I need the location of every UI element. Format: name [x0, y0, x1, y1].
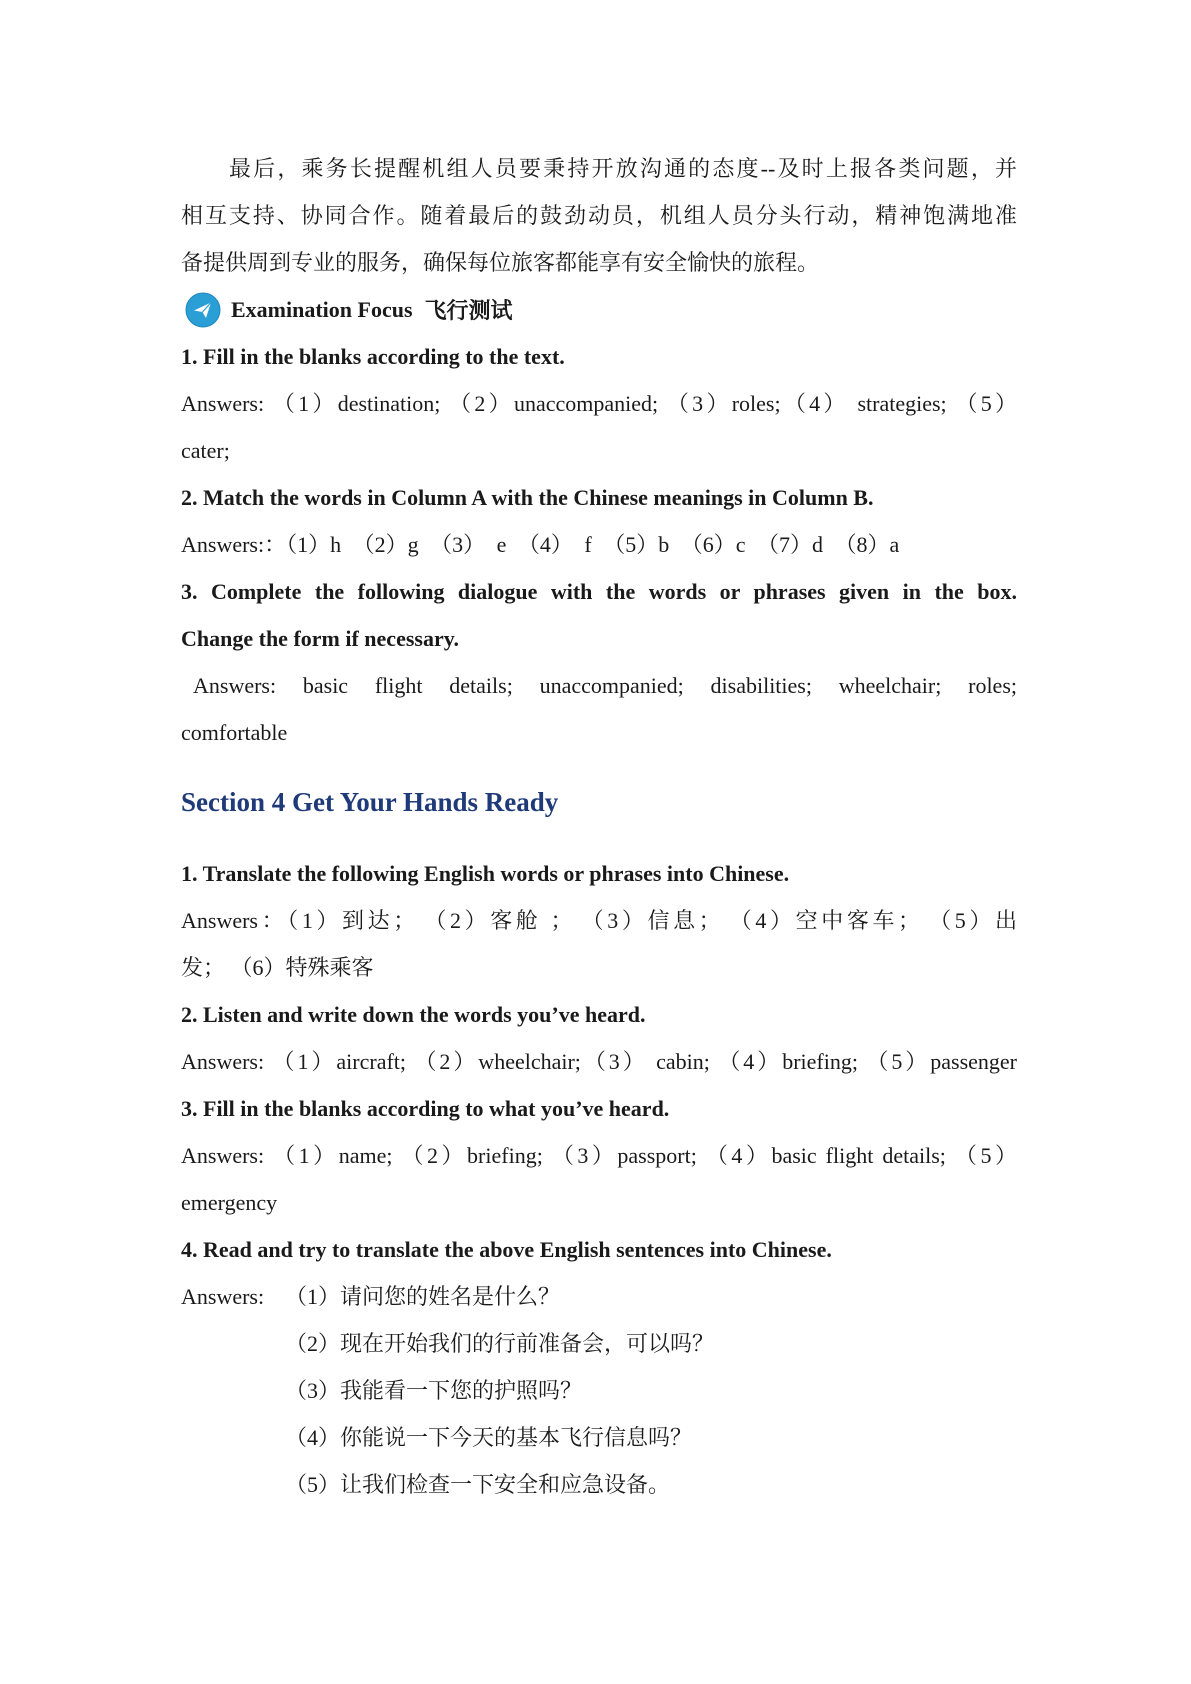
- examination-focus-label: Examination Focus: [231, 296, 413, 322]
- exam-answer-3-line-1: Answers: basic flight details; unaccompanied; disabilities; wheelchair; roles;: [193, 673, 1017, 698]
- intro-paragraph-line-2: 相互支持、协同合作。随着最后的鼓劲动员，机组人员分头行动，精神饱满地准: [181, 203, 1017, 228]
- document-page: [181, 145, 1017, 1508]
- exam-question-2: 2. Match the words in Column A with the Chinese meanings in Column B.: [181, 485, 874, 510]
- section4-answer-2: Answers: （1）aircraft; （2）wheelchair;（3） cabin; （4）briefing; （5）passenger: [181, 1049, 1017, 1074]
- exam-answer-1-line-1: Answers: （1）destination; （2）unaccompanied; （3）roles;（4） strategies; （5）: [181, 391, 1017, 416]
- section4-answer-3-line-1: Answers: （1）name; （2）briefing; （3）passport; （4）basic flight details; （5）: [181, 1143, 1017, 1168]
- intro-paragraph-line-1: 最后，乘务长提醒机组人员要秉持开放沟通的态度--及时上报各类问题，并: [229, 156, 1017, 181]
- paper-plane-icon: [185, 292, 221, 328]
- exam-answer-1-line-2: cater;: [181, 438, 230, 463]
- section4-question-3: 3. Fill in the blanks according to what you’ve heard.: [181, 1096, 670, 1121]
- section4-answer-4-item: （5）让我们检查一下安全和应急设备。: [285, 1472, 671, 1497]
- section-4-title: Section 4 Get Your Hands Ready: [181, 787, 559, 817]
- section4-question-4: 4. Read and try to translate the above English sentences into Chinese.: [181, 1237, 832, 1262]
- examination-focus-heading: [181, 286, 1017, 333]
- section4-answer-3-line-2: emergency: [181, 1190, 278, 1215]
- section4-answer-4-row-1: [181, 1273, 1017, 1320]
- exam-question-3-line-1: 3. Complete the following dialogue with the words or phrases given in the box.: [181, 579, 1017, 604]
- section4-answer-1-line-1: Answers：（1）到达； （2）客舱 ； （3）信息； （4）空中客车； （5）出: [181, 908, 1017, 933]
- exam-question-1: 1. Fill in the blanks according to the text.: [181, 344, 565, 369]
- section4-answer-1-line-2: 发； （6）特殊乘客: [181, 955, 374, 980]
- section4-answer-4-label: Answers:: [181, 1284, 265, 1309]
- examination-focus-label-cn: 飞行测试: [424, 298, 513, 323]
- section4-question-1: 1. Translate the following English words or phrases into Chinese.: [181, 861, 790, 886]
- exam-answer-3-line-2: comfortable: [181, 720, 288, 745]
- section4-answer-4-item: （3）我能看一下您的护照吗？: [285, 1378, 583, 1403]
- section4-question-2: 2. Listen and write down the words you’ve heard.: [181, 1002, 646, 1027]
- section4-answer-4-item: （4）你能说一下今天的基本飞行信息吗？: [285, 1425, 693, 1450]
- exam-answer-2: Answers:：（1）h （2）g （3） e （4） f （5）b （6）c （7）d （8）a: [181, 532, 900, 557]
- intro-paragraph-line-3: 备提供周到专业的服务，确保每位旅客都能享有安全愉快的旅程。: [181, 250, 820, 275]
- exam-question-3-line-2: Change the form if necessary.: [181, 626, 460, 651]
- section4-answer-4-item: （1）请问您的姓名是什么？: [285, 1284, 561, 1309]
- section4-answer-4-item: （2）现在开始我们的行前准备会，可以吗？: [285, 1331, 715, 1356]
